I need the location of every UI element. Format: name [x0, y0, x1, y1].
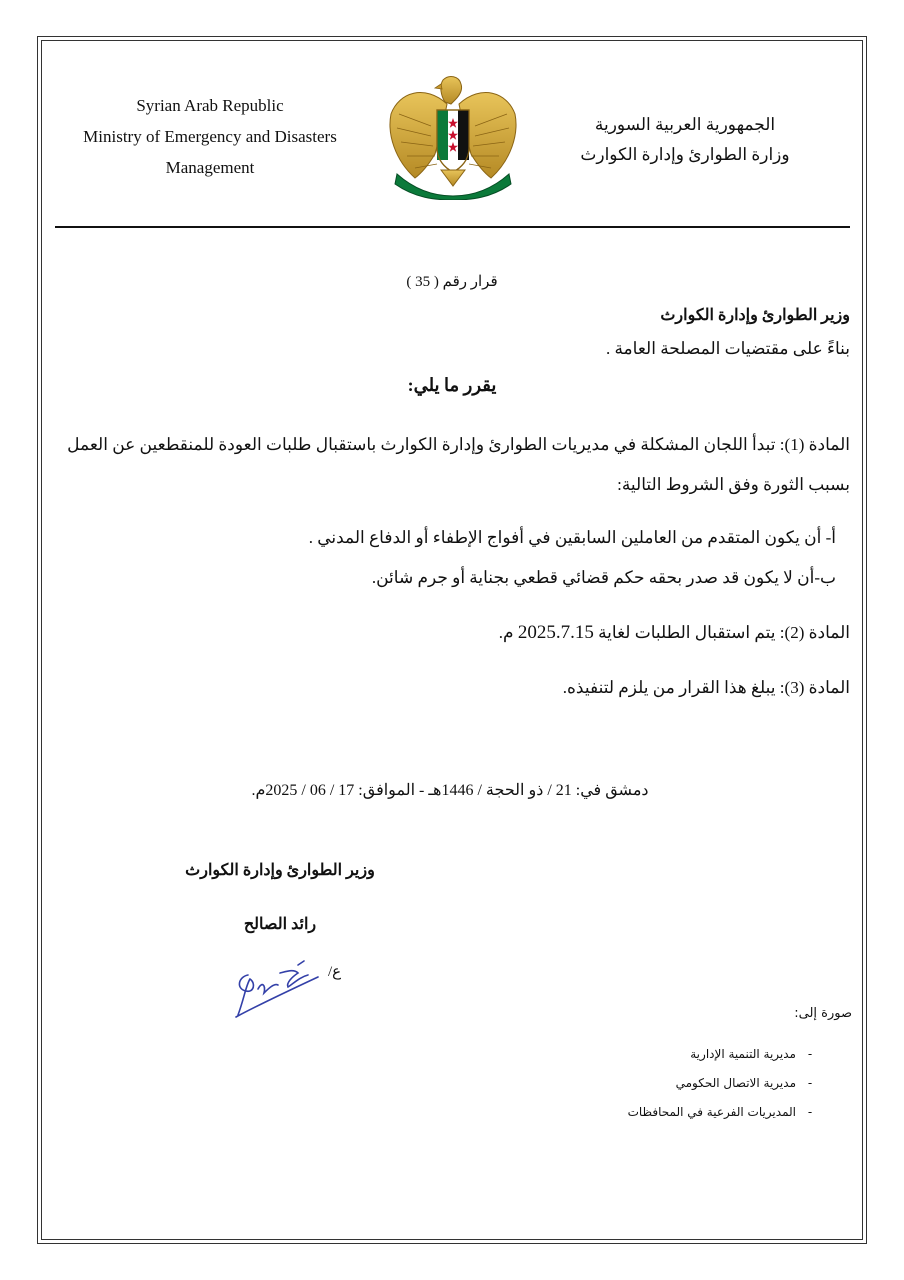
header-en-line-3: Management [165, 158, 255, 177]
header-ar-line-1: الجمهورية العربية السورية [594, 115, 776, 134]
based-on-clause: بناءً على مقتضيات المصلحة العامة . [605, 339, 850, 358]
copy-item-text: مديرية الاتصال الحكومي [675, 1076, 796, 1090]
header-english [60, 90, 360, 183]
article-1-label: المادة (1): [779, 435, 850, 454]
article-2-text: يتم استقبال الطلبات لغاية [598, 623, 776, 642]
article-3-label: المادة (3): [779, 678, 850, 697]
header-arabic [570, 110, 800, 170]
copy-item: - مديرية التنمية الإدارية [564, 1040, 824, 1069]
decision-number: قرار رقم ( 35 ) [406, 274, 498, 290]
decides-heading: يقرر ما يلي: [407, 375, 497, 395]
copy-item-text: مديرية التنمية الإدارية [690, 1047, 796, 1061]
signatory-title: وزير الطوارئ وإدارة الكوارث [185, 862, 375, 879]
copies-list [564, 1040, 824, 1127]
article-2-end: م. [498, 623, 514, 642]
article-2-label: المادة (2): [779, 623, 850, 642]
on-behalf-mark: ع/ [328, 964, 342, 980]
handwritten-signature [228, 955, 338, 1025]
copy-item: - مديرية الاتصال الحكومي [564, 1069, 824, 1098]
header-divider [55, 226, 850, 228]
signatory-name: رائد الصالح [243, 916, 317, 933]
condition-a: أ- أن يكون المتقدم من العاملين السابقين في أفواج الإطفاء أو الدفاع المدني . [308, 528, 836, 547]
header-en-line-2: Ministry of Emergency and Disasters [83, 127, 337, 146]
copy-item: - المديريات الفرعية في المحافظات [564, 1098, 824, 1127]
article-3-text: يبلغ هذا القرار من يلزم لتنفيذه. [562, 678, 776, 697]
issuer-title: وزير الطوارئ وإدارة الكوارث [660, 307, 850, 324]
date-line: دمشق في: 21 / ذو الحجة / 1446هـ - الموافق: 17 / 06 / 2025م. [251, 782, 649, 799]
article-1-text: تبدأ اللجان المشكلة في مديريات الطوارئ وإدارة الكوارث باستقبال طلبات العودة للمنقطعين عن العمل بسبب الثورة وفق الشروط التالية: [67, 435, 850, 494]
article-2 [150, 622, 850, 644]
article-1 [60, 425, 850, 505]
header-ar-line-2: وزارة الطوارئ وإدارة الكوارث [580, 145, 790, 164]
copy-item-text: المديريات الفرعية في المحافظات [627, 1105, 796, 1119]
syrian-eagle-emblem [385, 74, 521, 200]
condition-b: ب-أن لا يكون قد صدر بحقه حكم قضائي قطعي بجناية أو جرم شائن. [371, 568, 836, 587]
article-2-date: 2025.7.15 [517, 622, 594, 643]
copies-label: صورة إلى: [794, 1006, 852, 1021]
header-en-line-1: Syrian Arab Republic [136, 96, 284, 115]
article-3 [150, 678, 850, 698]
